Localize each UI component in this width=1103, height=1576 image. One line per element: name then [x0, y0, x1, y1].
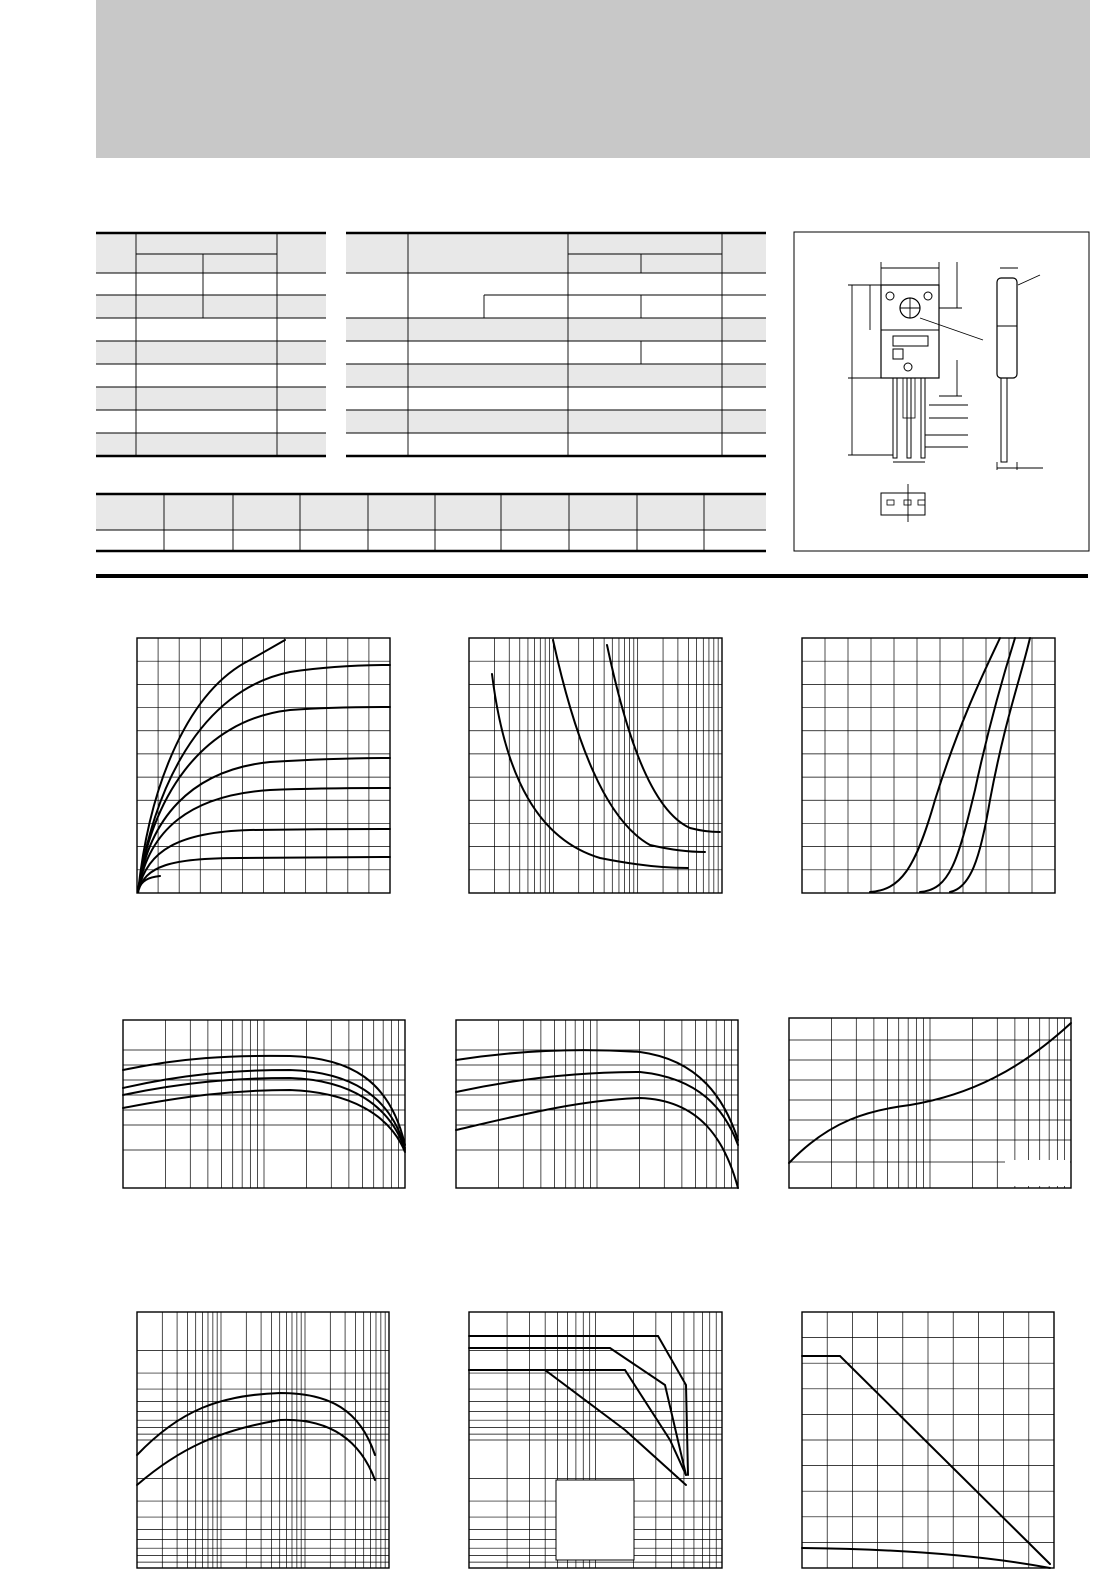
graph-9: [802, 1312, 1054, 1568]
graphs-layer: [123, 638, 1071, 1568]
graph-7: [137, 1312, 389, 1568]
graph-5: [456, 1020, 738, 1188]
ratings-table: [96, 233, 326, 456]
rank-table: [96, 494, 766, 551]
graph-3: [802, 638, 1055, 893]
characteristics-table: [346, 233, 766, 456]
legend-box: [1005, 1160, 1070, 1186]
legend-box: [556, 1480, 634, 1560]
section-rule: [96, 574, 1088, 578]
graph-1: [137, 638, 390, 893]
graph-frame: [469, 638, 722, 893]
graph-2: [469, 638, 722, 893]
graph-4: [123, 1020, 405, 1188]
graph-frame: [802, 638, 1055, 893]
package-outline: [794, 232, 1089, 551]
